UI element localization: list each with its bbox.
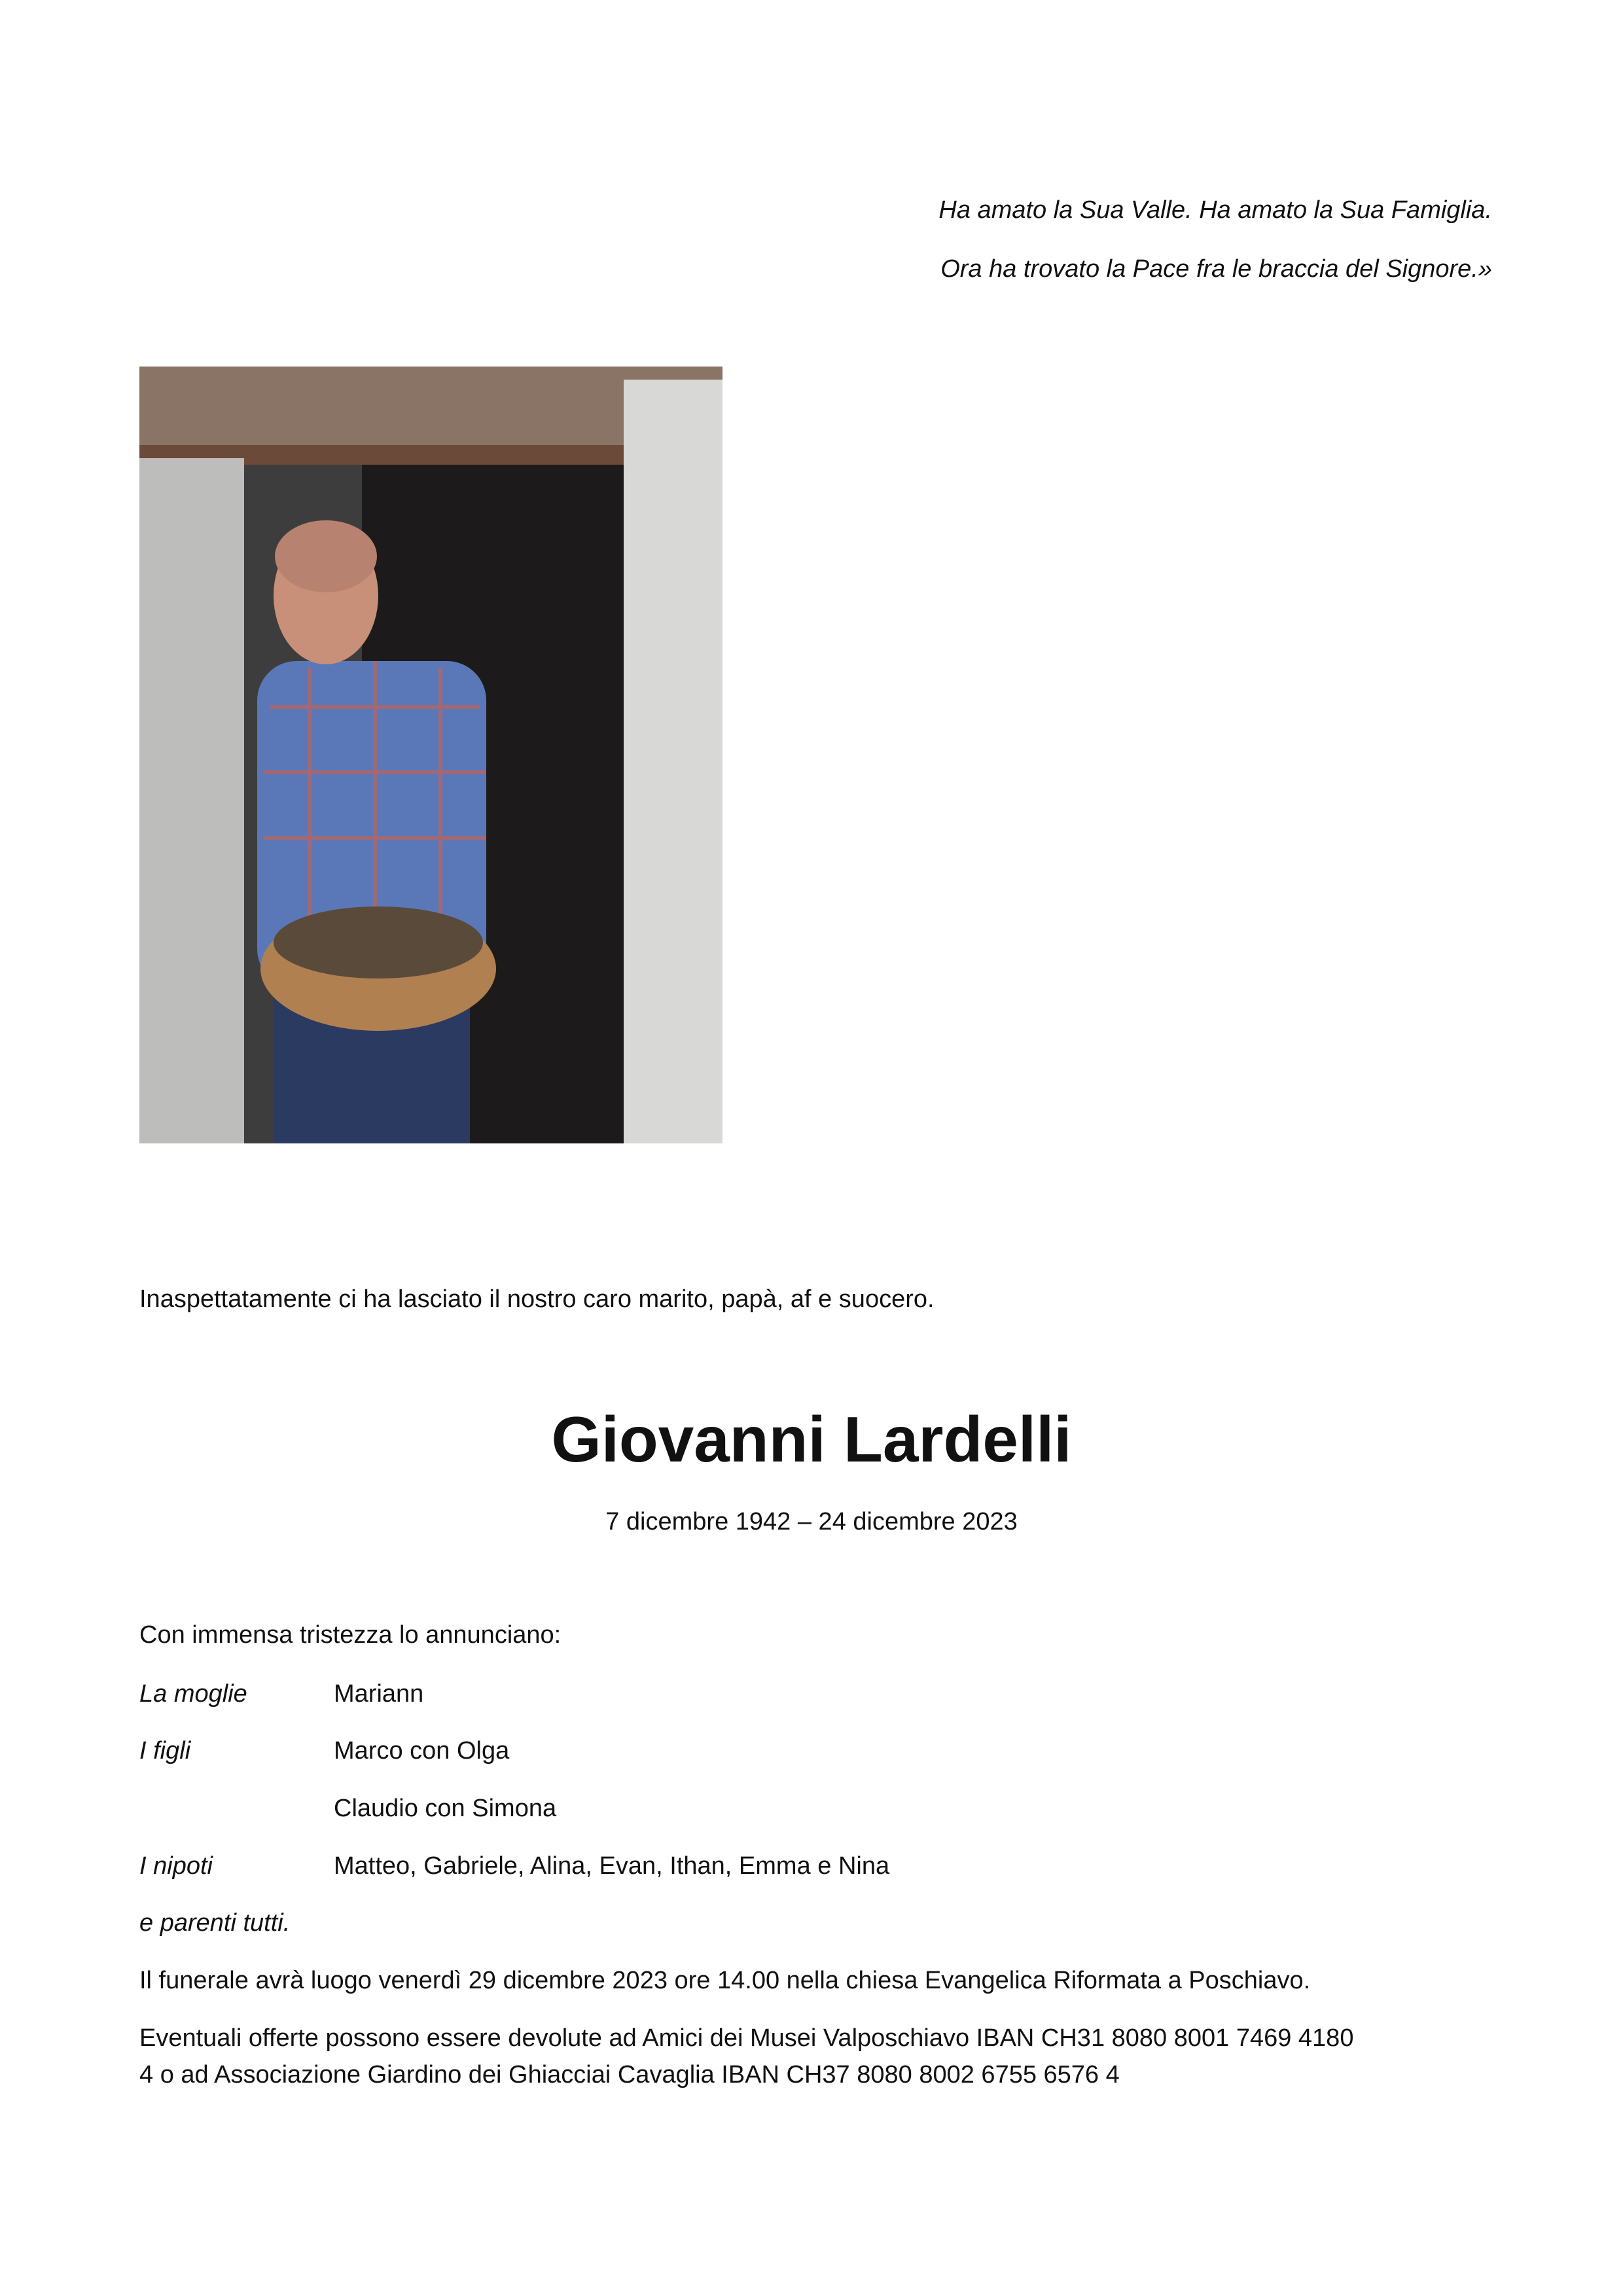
portrait-photo	[139, 367, 722, 1143]
intro-text: Inaspettatamente ci ha lasciato il nostro caro marito, papà, af e suocero.	[139, 1285, 935, 1313]
family-role: I nipoti	[139, 1852, 213, 1880]
quote-line-2: Ora ha trovato la Pace fra le braccia del Signore.»	[940, 255, 1492, 283]
announce-text: Con immensa tristezza lo annunciano:	[139, 1621, 562, 1649]
life-dates: 7 dicembre 1942 – 24 dicembre 2023	[605, 1508, 1018, 1535]
family-names: Claudio con Simona	[334, 1795, 557, 1822]
family-role: La moglie	[139, 1680, 247, 1708]
relatives-text: e parenti tutti.	[139, 1909, 291, 1937]
funeral-text: Il funerale avrà luogo venerdì 29 dicembre 2023 ore 14.00 nella chiesa Evangelica Riformata a Poschiavo.	[139, 1967, 1311, 1994]
deceased-name: Giovanni Lardelli	[551, 1403, 1072, 1475]
family-names: Mariann	[334, 1680, 424, 1708]
donations-line-2: 4 o ad Associazione Giardino dei Ghiacciai Cavaglia IBAN CH37 8080 8002 6755 6576 4	[139, 2061, 1120, 2089]
family-names: Matteo, Gabriele, Alina, Evan, Ithan, Emma e Nina	[334, 1852, 890, 1880]
family-names: Marco con Olga	[334, 1737, 510, 1765]
family-role: I figli	[139, 1737, 191, 1765]
quote-line-1: Ha amato la Sua Valle. Ha amato la Sua Famiglia.	[938, 196, 1492, 224]
donations-line-1: Eventuali offerte possono essere devolute ad Amici dei Musei Valposchiavo IBAN CH31 8080 8001 7469 4180	[139, 2024, 1354, 2052]
